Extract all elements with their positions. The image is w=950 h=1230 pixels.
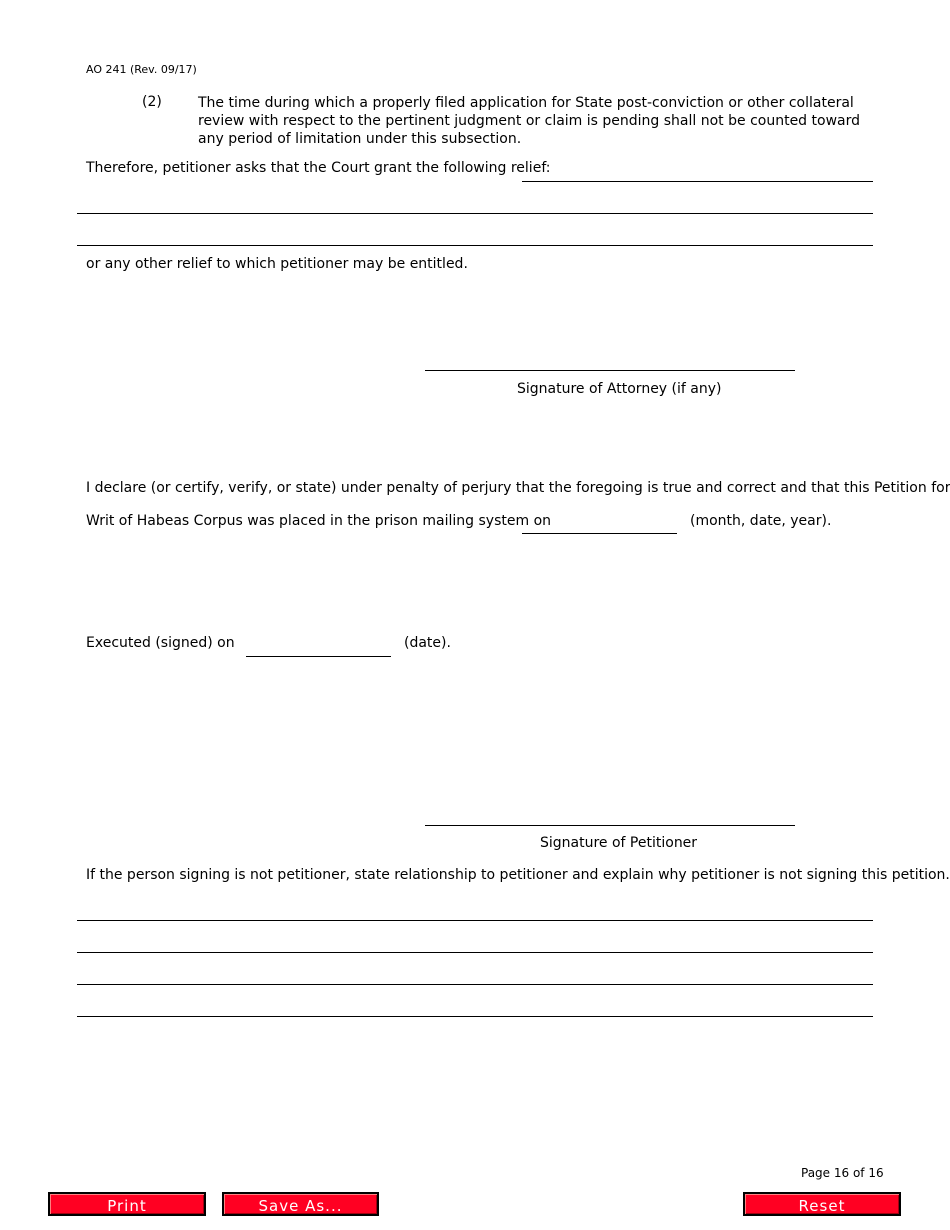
petitioner-signature-field[interactable] xyxy=(425,825,795,826)
relief-field-line-2[interactable] xyxy=(77,213,873,214)
non-petitioner-prompt: If the person signing is not petitioner, state relationship to petitioner and explain why petitioner is not signing this petition. xyxy=(86,867,950,883)
petitioner-signature-caption: Signature of Petitioner xyxy=(540,835,698,851)
explanation-line-4[interactable] xyxy=(77,1016,873,1017)
declaration-line-1: I declare (or certify, verify, or state) under penalty of perjury that the foregoing is true and correct and that this Petition for xyxy=(86,480,950,496)
explanation-line-3[interactable] xyxy=(77,984,873,985)
attorney-signature-caption: Signature of Attorney (if any) xyxy=(517,381,722,397)
save-as-button[interactable]: Save As... xyxy=(222,1192,379,1216)
relief-field[interactable] xyxy=(522,181,873,182)
page-number: Page 16 of 16 xyxy=(801,1166,884,1180)
relief-prompt: Therefore, petitioner asks that the Court grant the following relief: xyxy=(86,160,551,176)
executed-date-field[interactable] xyxy=(246,656,391,657)
mailing-date-hint: (month, date, year). xyxy=(690,513,832,529)
other-relief-text: or any other relief to which petitioner may be entitled. xyxy=(86,256,468,272)
mailing-date-field[interactable] xyxy=(522,533,677,534)
form-id: AO 241 (Rev. 09/17) xyxy=(86,63,197,76)
executed-label: Executed (signed) on xyxy=(86,635,235,651)
attorney-signature-field[interactable] xyxy=(425,370,795,371)
reset-button[interactable]: Reset xyxy=(743,1192,901,1216)
explanation-line-2[interactable] xyxy=(77,952,873,953)
print-button[interactable]: Print xyxy=(48,1192,206,1216)
declaration-line-2: Writ of Habeas Corpus was placed in the prison mailing system on xyxy=(86,513,552,529)
explanation-line-1[interactable] xyxy=(77,920,873,921)
item-text: The time during which a properly filed application for State post-conviction or other collateral review with respect to the pertinent judgment or claim is pending shall not be counted toward any period of limitation under this subsection. xyxy=(198,95,860,147)
executed-date-hint: (date). xyxy=(404,635,451,651)
item-number: (2) xyxy=(142,94,162,110)
relief-field-line-3[interactable] xyxy=(77,245,873,246)
